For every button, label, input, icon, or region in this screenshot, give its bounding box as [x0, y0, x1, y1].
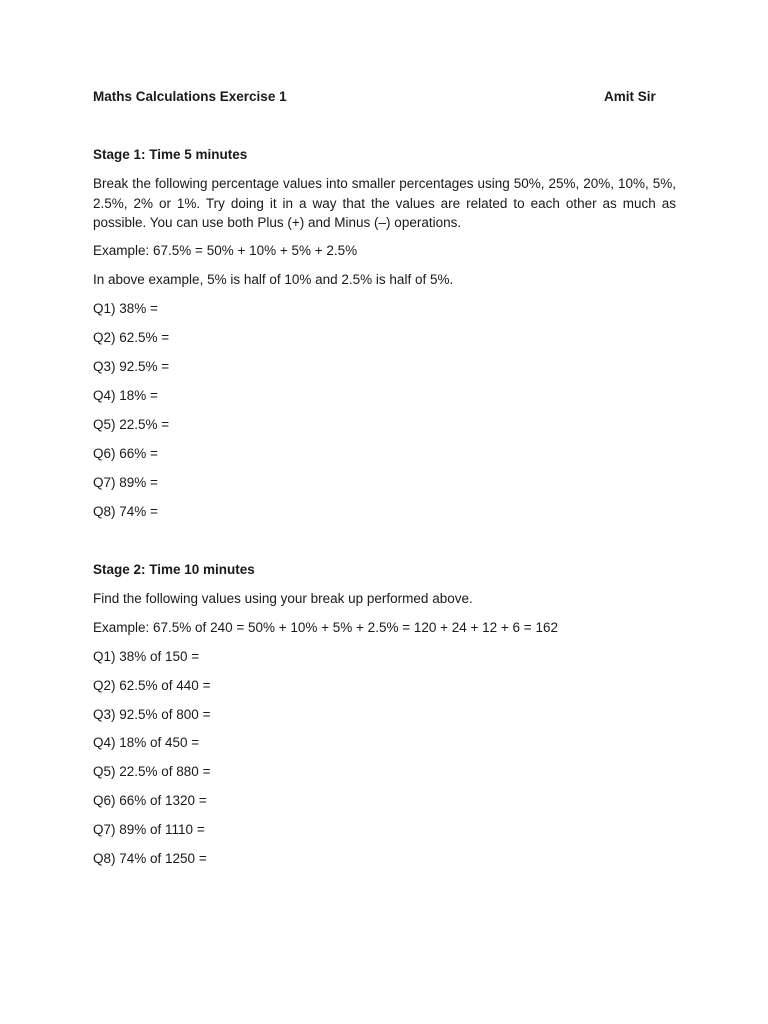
stage2-question: Q4) 18% of 450 = [93, 735, 200, 750]
stage1-question: Q1) 38% = [93, 301, 158, 316]
stage2-question: Q8) 74% of 1250 = [93, 851, 207, 866]
stage2-question: Q1) 38% of 150 = [93, 649, 200, 664]
stage2-example: Example: 67.5% of 240 = 50% + 10% + 5% + 2.5% = 120 + 24 + 12 + 6 = 162 [93, 620, 558, 635]
stage1-question: Q5) 22.5% = [93, 417, 170, 432]
stage1-question: Q2) 62.5% = [93, 330, 170, 345]
stage2-heading: Stage 2: Time 10 minutes [93, 562, 255, 577]
stage1-instructions: Break the following percentage values into smaller percentages using 50%, 25%, 20%, 10%, 5%, 2.5%, 2% or 1%. Try doing it in a way that the values are related to each other as much as possible. You can use both Plus (+) and Minus (–) operations. [93, 176, 676, 230]
stage2-question: Q7) 89% of 1110 = [93, 822, 205, 837]
stage1-heading: Stage 1: Time 5 minutes [93, 147, 248, 162]
stage2-instructions: Find the following values using your break up performed above. [93, 591, 473, 606]
stage2-question: Q5) 22.5% of 880 = [93, 764, 211, 779]
stage1-example: Example: 67.5% = 50% + 10% + 5% + 2.5% [93, 243, 358, 258]
stage1-question: Q7) 89% = [93, 475, 158, 490]
stage1-question: Q6) 66% = [93, 446, 158, 461]
document-author: Amit Sir [604, 89, 656, 104]
stage1-question: Q8) 74% = [93, 504, 158, 519]
stage1-question: Q3) 92.5% = [93, 359, 170, 374]
document-title: Maths Calculations Exercise 1 [93, 89, 287, 104]
stage1-note: In above example, 5% is half of 10% and 2.5% is half of 5%. [93, 272, 454, 287]
stage2-question: Q3) 92.5% of 800 = [93, 707, 211, 722]
stage2-question: Q6) 66% of 1320 = [93, 793, 207, 808]
stage2-question: Q2) 62.5% of 440 = [93, 678, 211, 693]
stage1-question: Q4) 18% = [93, 388, 158, 403]
